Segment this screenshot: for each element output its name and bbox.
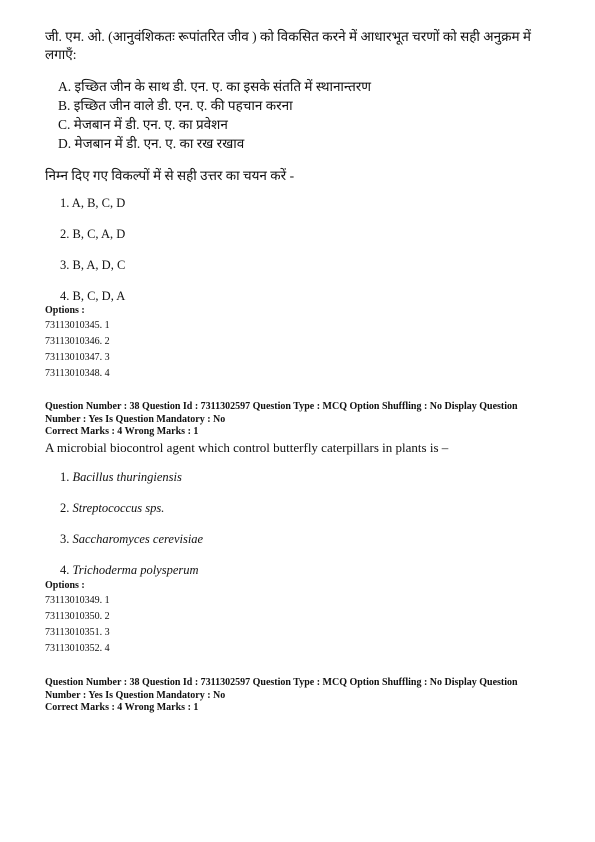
choice-number: 3. bbox=[60, 532, 70, 546]
choice-name: Bacillus thuringiensis bbox=[72, 470, 182, 484]
option-id: 73113010348. 4 bbox=[45, 368, 110, 379]
choice-3 bbox=[60, 532, 203, 547]
option-id: 73113010347. 3 bbox=[45, 352, 110, 363]
choice-1: 1. A, B, C, D bbox=[60, 196, 126, 210]
choice-4 bbox=[60, 563, 199, 578]
option-id: 73113010351. 3 bbox=[45, 627, 110, 638]
choice-name: Saccharomyces cerevisiae bbox=[72, 532, 204, 546]
choice-name: Trichoderma polysperum bbox=[72, 563, 199, 577]
instruction-text: निम्न दिए गए विकल्पों में से सही उत्तर का चयन करें - bbox=[45, 168, 295, 183]
question-meta bbox=[45, 677, 565, 715]
meta-line: Question Number : 38 Question Id : 7311302597 Question Type : MCQ Option Shuffling : No Display Question bbox=[45, 677, 518, 688]
statement-b: B. इच्छित जीन वाले डी. एन. ए. की पहचान करना bbox=[58, 98, 293, 113]
meta-line: Question Number : 38 Question Id : 7311302597 Question Type : MCQ Option Shuffling : No Display Question bbox=[45, 401, 518, 412]
choice-name: Streptococcus sps. bbox=[72, 501, 165, 515]
choice-number: 1. bbox=[60, 470, 70, 484]
question-text-english: A microbial biocontrol agent which control butterfly caterpillars in plants is – bbox=[45, 440, 449, 455]
choice-2 bbox=[60, 501, 164, 516]
statement-c: C. मेजबान में डी. एन. ए. का प्रवेशन bbox=[58, 117, 228, 132]
meta-line: Number : Yes Is Question Mandatory : No bbox=[45, 413, 226, 425]
statement-d: D. मेजबान में डी. एन. ए. का रख रखाव bbox=[58, 136, 245, 151]
options-label: Options : bbox=[45, 580, 85, 591]
option-id: 73113010350. 2 bbox=[45, 611, 110, 622]
choice-number: 2. bbox=[60, 501, 70, 515]
question-meta bbox=[45, 401, 565, 439]
option-id: 73113010352. 4 bbox=[45, 643, 110, 654]
meta-line: Correct Marks : 4 Wrong Marks : 1 bbox=[45, 426, 199, 437]
statement-a: A. इच्छित जीन के साथ डी. एन. ए. का इसके संतति में स्थानान्तरण bbox=[58, 79, 372, 94]
choice-3: 3. B, A, D, C bbox=[60, 258, 126, 272]
meta-line: Correct Marks : 4 Wrong Marks : 1 bbox=[45, 702, 199, 713]
options-label: Options : bbox=[45, 305, 85, 316]
question-text-hindi: जी. एम. ओ. (आनुवंशिकतः रूपांतरित जीव ) को विकसित करने में आधारभूत चरणों को सही अनुक्रम में लगाएँ: bbox=[45, 29, 531, 62]
choice-4: 4. B, C, D, A bbox=[60, 289, 126, 303]
choice-2: 2. B, C, A, D bbox=[60, 227, 126, 241]
option-id: 73113010346. 2 bbox=[45, 336, 110, 347]
choice-1 bbox=[60, 470, 182, 485]
meta-line: Number : Yes Is Question Mandatory : No bbox=[45, 689, 226, 701]
option-id: 73113010349. 1 bbox=[45, 595, 110, 606]
option-id: 73113010345. 1 bbox=[45, 320, 110, 331]
choice-number: 4. bbox=[60, 563, 70, 577]
